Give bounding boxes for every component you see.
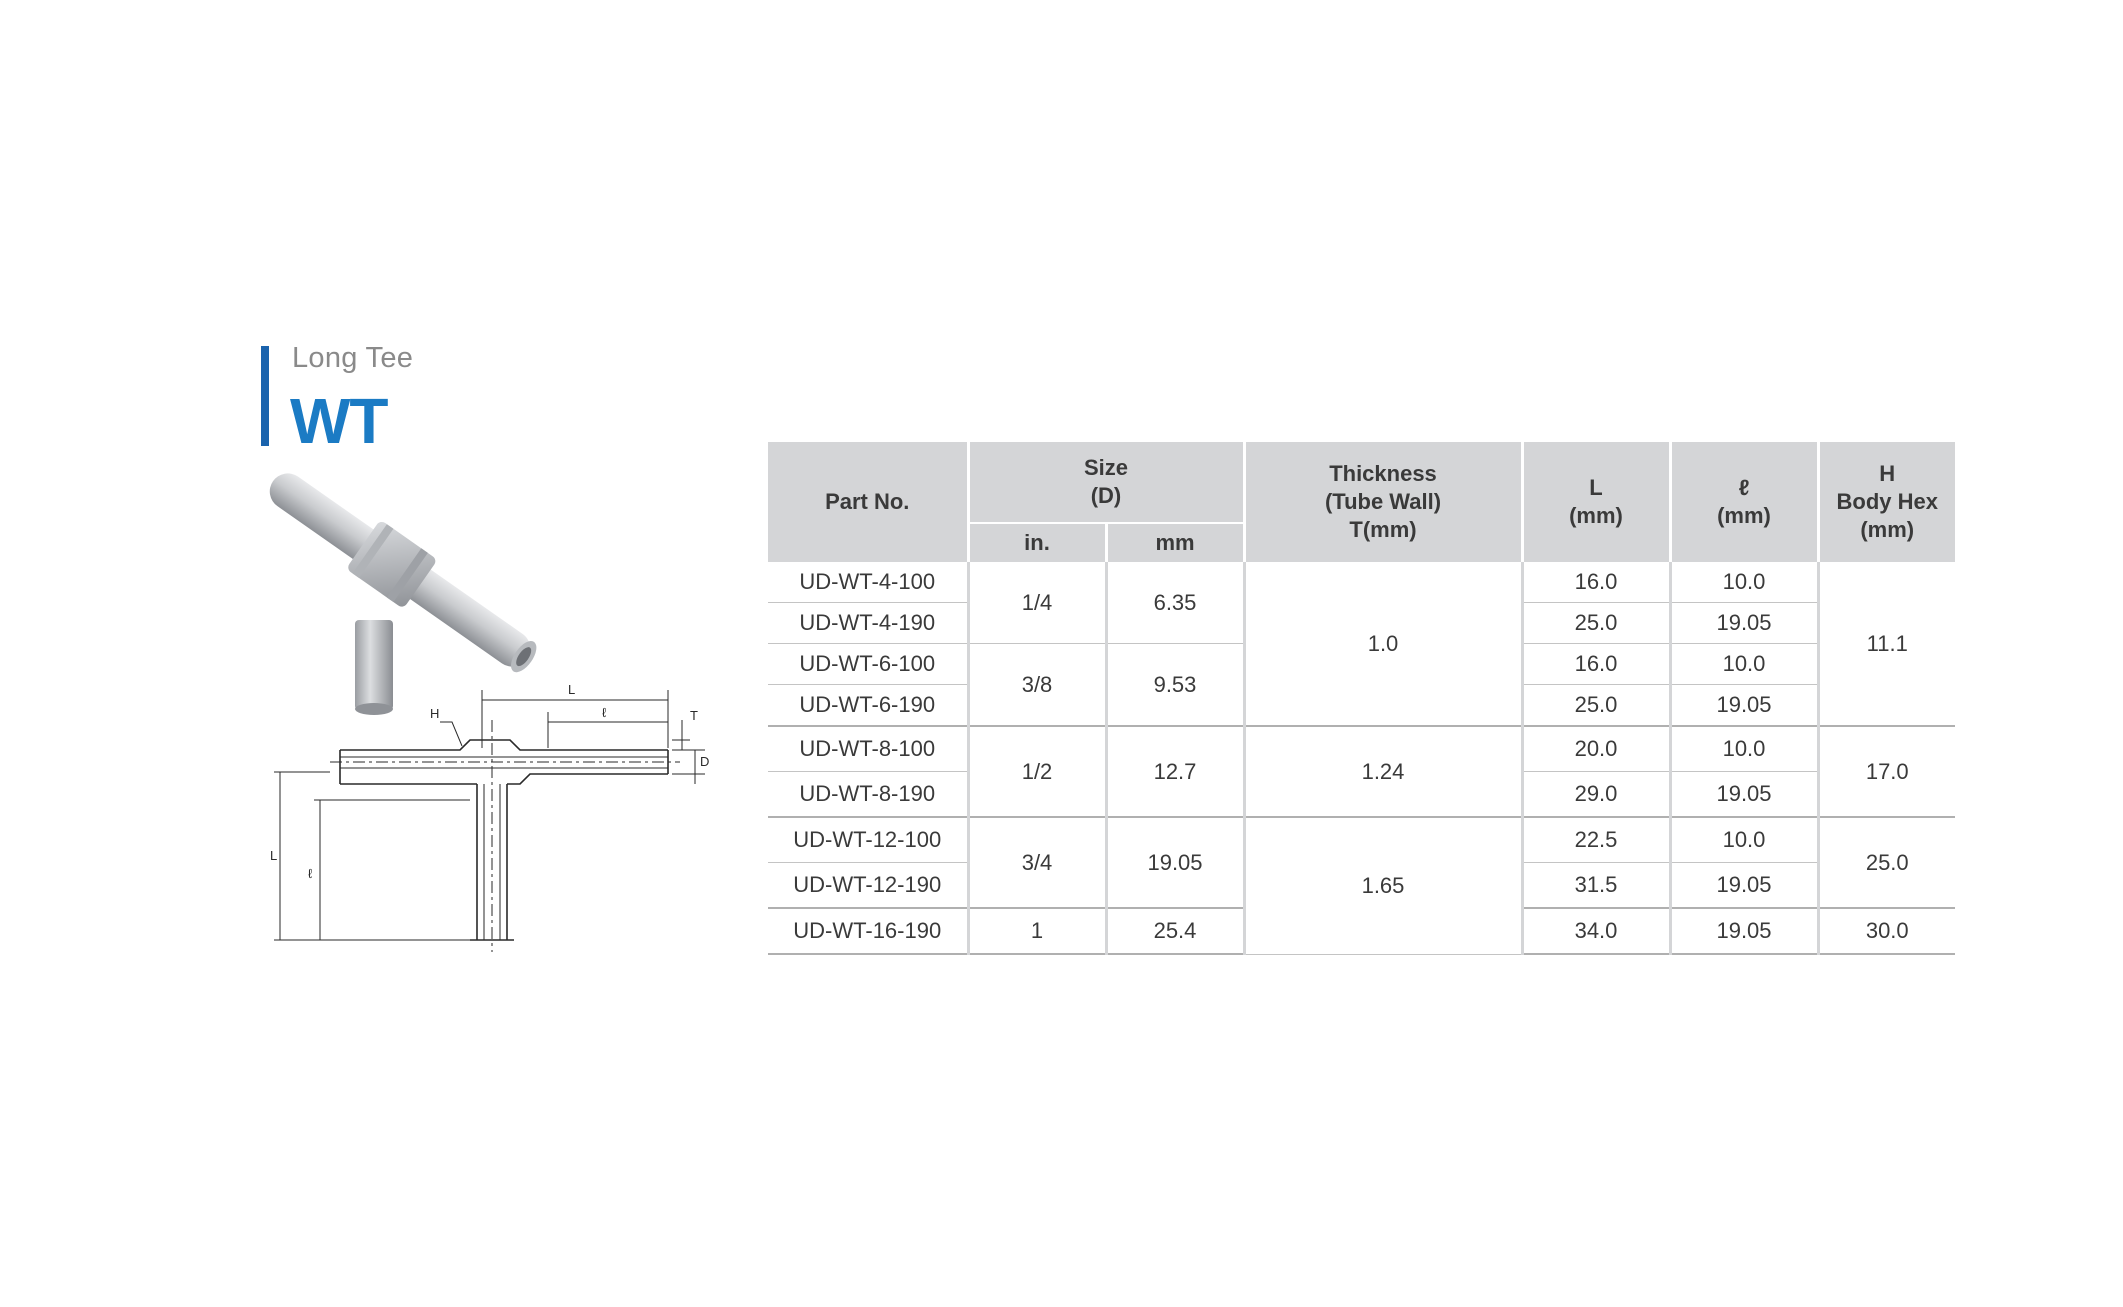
header-thickness: Thickness (Tube Wall) T(mm) bbox=[1244, 442, 1522, 562]
dim-label-l-top: ℓ bbox=[602, 705, 607, 720]
cell-part-no: UD-WT-4-100 bbox=[768, 562, 968, 603]
cell-L: 25.0 bbox=[1522, 685, 1670, 727]
cell-l: 19.05 bbox=[1670, 908, 1818, 954]
product-subtitle: Long Tee bbox=[292, 342, 414, 374]
dim-label-l-side: ℓ bbox=[308, 866, 313, 881]
cell-l: 10.0 bbox=[1670, 644, 1818, 685]
cell-L: 16.0 bbox=[1522, 644, 1670, 685]
cell-thickness: 1.24 bbox=[1244, 726, 1522, 817]
spec-table bbox=[768, 442, 1955, 955]
cell-L: 34.0 bbox=[1522, 908, 1670, 954]
header-body-hex: H Body Hex (mm) bbox=[1818, 442, 1955, 562]
cell-body-hex: 11.1 bbox=[1818, 562, 1955, 726]
dim-label-L-top: L bbox=[568, 682, 576, 697]
cell-body-hex: 30.0 bbox=[1818, 908, 1955, 954]
cell-size-mm: 6.35 bbox=[1106, 562, 1244, 644]
cell-size-mm: 9.53 bbox=[1106, 644, 1244, 727]
header-size-mm: mm bbox=[1106, 523, 1244, 562]
cell-body-hex: 17.0 bbox=[1818, 726, 1955, 817]
cell-L: 31.5 bbox=[1522, 863, 1670, 909]
cell-part-no: UD-WT-6-190 bbox=[768, 685, 968, 727]
dim-label-H: H bbox=[430, 706, 440, 721]
cell-size-in: 1/4 bbox=[968, 562, 1106, 644]
cell-size-mm: 25.4 bbox=[1106, 908, 1244, 954]
table-row bbox=[768, 726, 1955, 772]
cell-l: 10.0 bbox=[1670, 726, 1818, 772]
table-row bbox=[768, 562, 1955, 603]
cell-L: 22.5 bbox=[1522, 817, 1670, 863]
product-title: WT bbox=[290, 385, 388, 457]
cell-part-no: UD-WT-12-100 bbox=[768, 817, 968, 863]
header-size-in: in. bbox=[968, 523, 1106, 562]
dim-label-T: T bbox=[690, 708, 698, 723]
cell-part-no: UD-WT-8-100 bbox=[768, 726, 968, 772]
cell-size-in: 3/8 bbox=[968, 644, 1106, 727]
cell-part-no: UD-WT-12-190 bbox=[768, 863, 968, 909]
header-l: ℓ (mm) bbox=[1670, 442, 1818, 562]
cell-part-no: UD-WT-4-190 bbox=[768, 603, 968, 644]
cell-l: 19.05 bbox=[1670, 685, 1818, 727]
cell-size-in: 1 bbox=[968, 908, 1106, 954]
cell-size-in: 3/4 bbox=[968, 817, 1106, 908]
cell-part-no: UD-WT-6-100 bbox=[768, 644, 968, 685]
cell-part-no: UD-WT-8-190 bbox=[768, 772, 968, 818]
cell-L: 29.0 bbox=[1522, 772, 1670, 818]
header-size: Size (D) bbox=[968, 442, 1244, 523]
cell-thickness: 1.65 bbox=[1244, 817, 1522, 954]
cell-part-no: UD-WT-16-190 bbox=[768, 908, 968, 954]
dim-label-D: D bbox=[700, 754, 710, 769]
cell-body-hex: 25.0 bbox=[1818, 817, 1955, 908]
technical-drawing bbox=[270, 660, 750, 960]
cell-l: 19.05 bbox=[1670, 863, 1818, 909]
cell-l: 19.05 bbox=[1670, 603, 1818, 644]
dim-label-L-side: L bbox=[270, 848, 278, 863]
cell-size-mm: 19.05 bbox=[1106, 817, 1244, 908]
cell-l: 19.05 bbox=[1670, 772, 1818, 818]
cell-L: 20.0 bbox=[1522, 726, 1670, 772]
header-part-no: Part No. bbox=[768, 442, 968, 562]
heading-accent-bar bbox=[261, 346, 269, 446]
cell-L: 25.0 bbox=[1522, 603, 1670, 644]
cell-thickness: 1.0 bbox=[1244, 562, 1522, 726]
cell-l: 10.0 bbox=[1670, 817, 1818, 863]
cell-l: 10.0 bbox=[1670, 562, 1818, 603]
cell-size-in: 1/2 bbox=[968, 726, 1106, 817]
cell-L: 16.0 bbox=[1522, 562, 1670, 603]
header-L: L (mm) bbox=[1522, 442, 1670, 562]
table-row bbox=[768, 817, 1955, 863]
cell-size-mm: 12.7 bbox=[1106, 726, 1244, 817]
